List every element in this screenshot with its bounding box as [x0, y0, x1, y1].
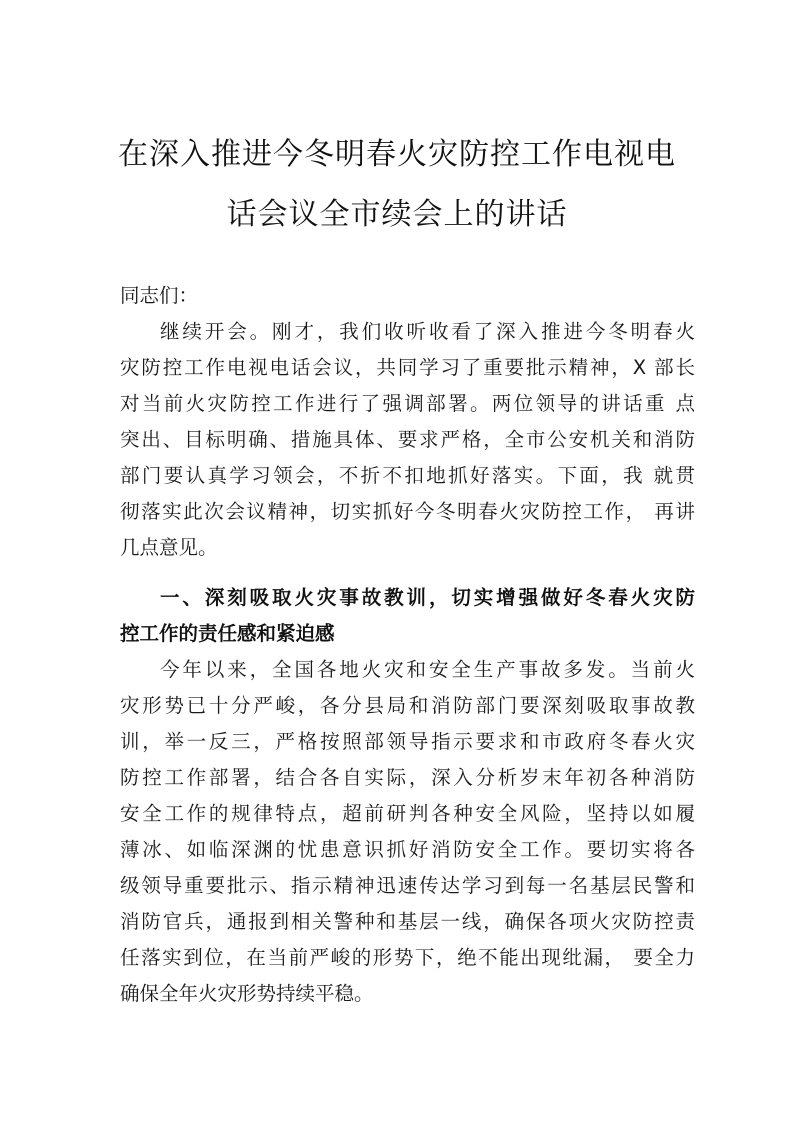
paragraph-1-line: 几点意见。 — [120, 536, 218, 559]
document-title-line-1: 在深入推进今冬明春火灾防控工作电视电 — [118, 137, 676, 172]
paragraph-1-line: 彻落实此次会议精神，切实抓好今冬明春火灾防控工作， 再讲 — [120, 500, 695, 523]
section-1-heading-line-1: 一、深刻吸取火灾事故教训，切实增强做好冬春火灾防 — [160, 586, 695, 609]
paragraph-2-line: 级领导重要批示、指示精神迅速传达学习到每一名基层民警和 — [120, 874, 695, 897]
paragraph-2-line: 今年以来，全国各地火灾和安全生产事故多发。当前火 — [160, 658, 695, 681]
paragraph-2-line: 训，举一反三，严格按照部领导指示要求和市政府冬春火灾 — [120, 730, 695, 753]
paragraph-1-line: 灾防控工作电视电话会议，共同学习了重要批示精神，X 部长 — [120, 356, 695, 379]
section-1-heading-line-2: 控工作的责任感和紧迫感 — [120, 622, 335, 645]
paragraph-1-line: 继续开会。刚才，我们收听收看了深入推进今冬明春火 — [160, 320, 695, 343]
paragraph-2-line: 消防官兵，通报到相关警种和基层一线，确保各项火灾防控责 — [120, 910, 695, 933]
paragraph-2-line: 薄冰、如临深渊的忧患意识抓好消防安全工作。要切实将各 — [120, 838, 695, 861]
paragraph-2-line: 防控工作部署，结合各自实际，深入分析岁末年初各种消防 — [120, 766, 695, 789]
document-title-line-2: 话会议全市续会上的讲话 — [226, 197, 568, 232]
paragraph-2-line: 确保全年火灾形势持续平稳。 — [120, 982, 374, 1005]
paragraph-1-line: 突出、目标明确、措施具体、要求严格，全市公安机关和消防 — [120, 428, 695, 451]
paragraph-1-line: 部门要认真学习领会，不折不扣地抓好落实。下面，我 就贯 — [120, 464, 695, 487]
paragraph-2-line: 任落实到位，在当前严峻的形势下，绝不能出现纰漏， 要全力 — [120, 946, 695, 969]
paragraph-1-line: 对当前火灾防控工作进行了强调部署。两位领导的讲话重 点 — [120, 392, 695, 415]
paragraph-2-line: 灾形势已十分严峻，各分县局和消防部门要深刻吸取事故教 — [120, 694, 695, 717]
paragraph-2-line: 安全工作的规律特点，超前研判各种安全风险，坚持以如履 — [120, 802, 695, 825]
salutation: 同志们： — [120, 284, 199, 307]
